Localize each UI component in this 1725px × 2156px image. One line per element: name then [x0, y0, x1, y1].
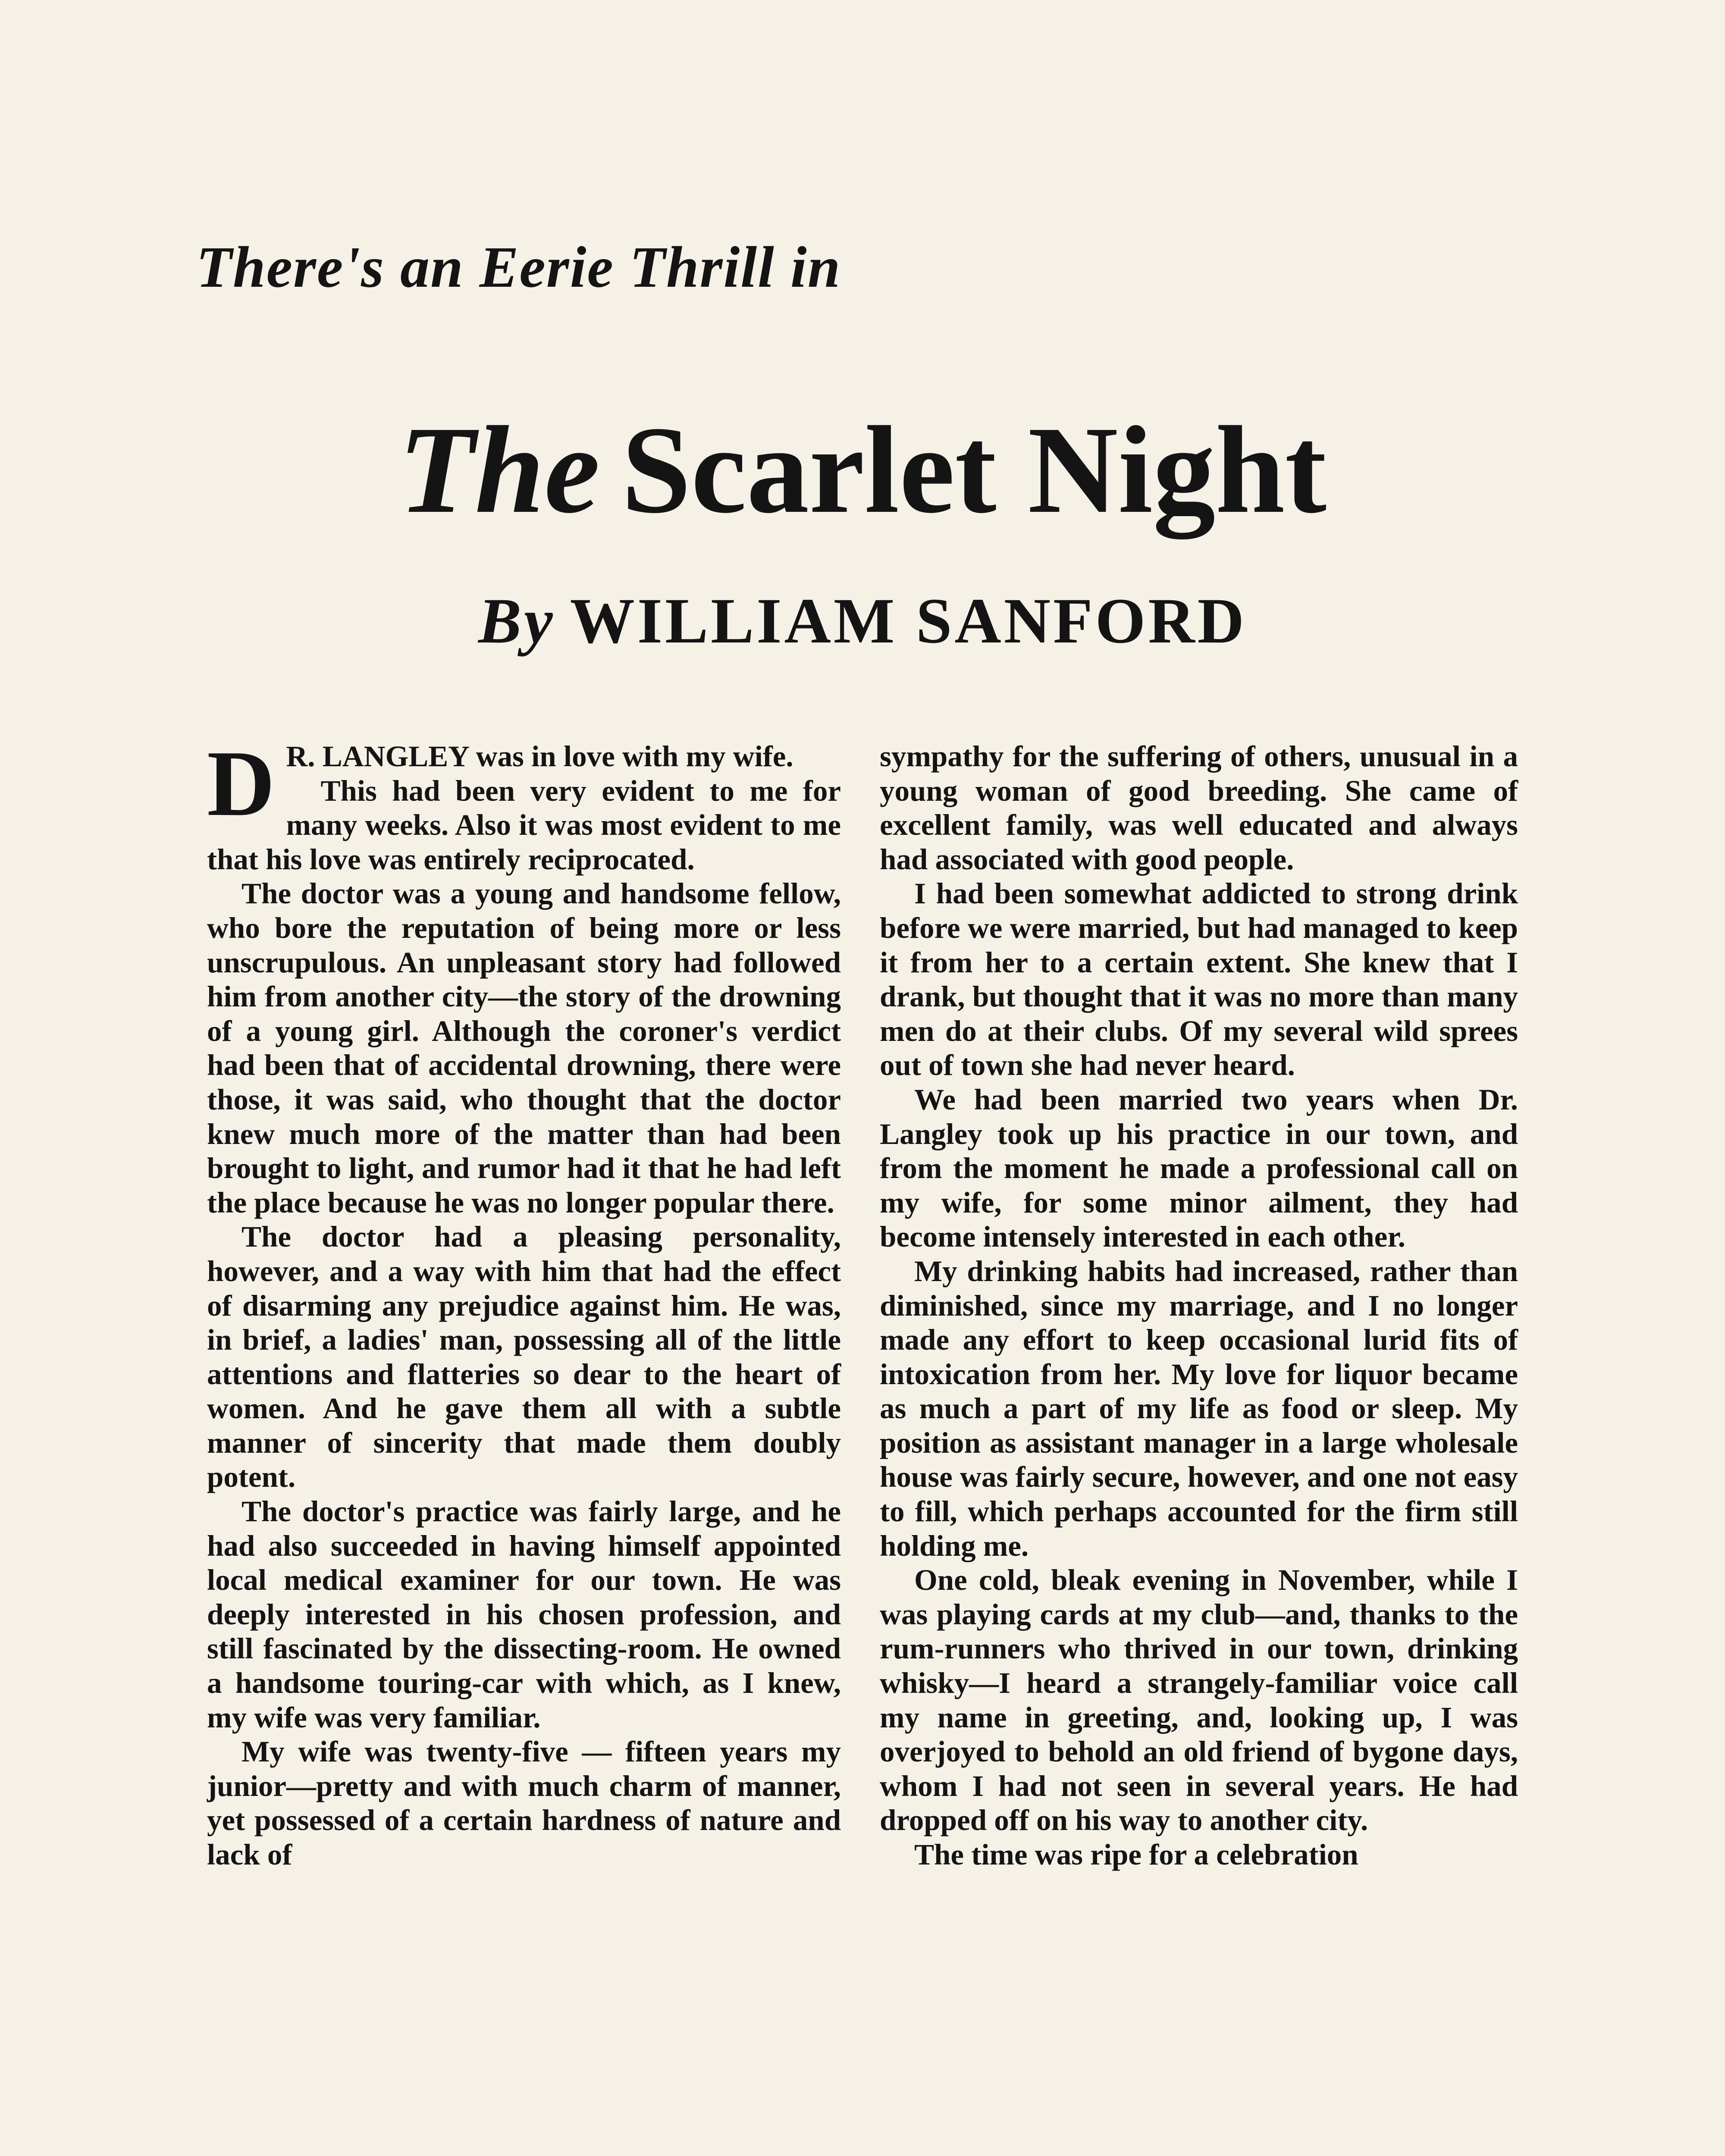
- paragraph: My wife was twenty-five — fifteen years my junior—pretty and with much charm of manner, yet possessed of a certain hardness of nature and lack of: [207, 1735, 841, 1871]
- story-title-the: The: [398, 401, 600, 539]
- paragraph: We had been married two years when Dr. Langley took up his practice in our town, and from the moment he made a professional call on my wife, for some minor ailment, they had become intensely interested in each other.: [880, 1083, 1518, 1253]
- story-title: [0, 397, 1725, 543]
- paragraph: R. LANGLEY was in love with my wife.: [286, 740, 794, 773]
- byline-by: By: [478, 585, 555, 657]
- paragraph: The time was ripe for a celebration: [914, 1838, 1358, 1871]
- paragraph: sympathy for the suffering of others, unusual in a young woman of good breeding. She came of excellent family, was well educated and always had associated with good people.: [880, 740, 1518, 876]
- right-column: [880, 740, 1518, 1872]
- story-title-main: Scarlet Night: [621, 401, 1327, 539]
- paragraph: My drinking habits had increased, rather than diminished, since my marriage, and I no longer made any effort to keep occasional lurid fits of intoxication from her. My love for liquor became as much a part of my life as food or sleep. My position as assistant manager in a large wholesale house was fairly secure, however, and one not easy to fill, which perhaps accounted for the firm still holding me.: [880, 1254, 1518, 1562]
- paragraph: The doctor was a young and handsome fellow, who bore the reputation of being more or less unscrupulous. An unpleasant story had followed him from another city—the story of the drowning of a young girl. Although the coroner's verdict had been that of accidental drowning, there were those, it was said, who thought that the doctor knew much more of the matter than had been brought to light, and rumor had it that he had left the place because he was no longer popular there.: [207, 877, 841, 1219]
- left-column: [207, 732, 841, 1872]
- drop-cap: D: [207, 732, 275, 836]
- paragraph: One cold, bleak evening in November, while I was playing cards at my club—and, thanks to the rum-runners who thrived in our town, drinking whisky—I heard a strangely-familiar voice call my name in greeting, and, looking up, I was overjoyed to behold an old friend of bygone days, whom I had not seen in several years. He had dropped off on his way to another city.: [880, 1564, 1518, 1837]
- paragraph: The doctor's practice was fairly large, and he had also succeeded in having himself appointed local medical examiner for our town. He was deeply interested in his chosen profession, and still fascinated by the dissecting-room. He owned a handsome touring-car with which, as I knew, my wife was very familiar.: [207, 1495, 841, 1734]
- paragraph: The doctor had a pleasing personality, however, and a way with him that had the effect of disarming any prejudice against him. He was, in brief, a ladies' man, possessing all of the little attentions and flatteries so dear to the heart of women. And he gave them all with a subtle manner of sincerity that made them doubly potent.: [207, 1220, 841, 1494]
- paragraph: This had been very evident to me for many weeks. Also it was most evident to me that his love was entirely reciprocated.: [207, 774, 841, 876]
- story-kicker: There's an Eerie Thrill in: [196, 235, 841, 300]
- paragraph: I had been somewhat addicted to strong drink before we were married, but had managed to keep it from her to a certain extent. She knew that I drank, but thought that it was no more than many men do at their clubs. Of my several wild sprees out of town she had never heard.: [880, 877, 1518, 1082]
- story-byline: [0, 582, 1725, 660]
- byline-author: WILLIAM SANFORD: [570, 585, 1247, 657]
